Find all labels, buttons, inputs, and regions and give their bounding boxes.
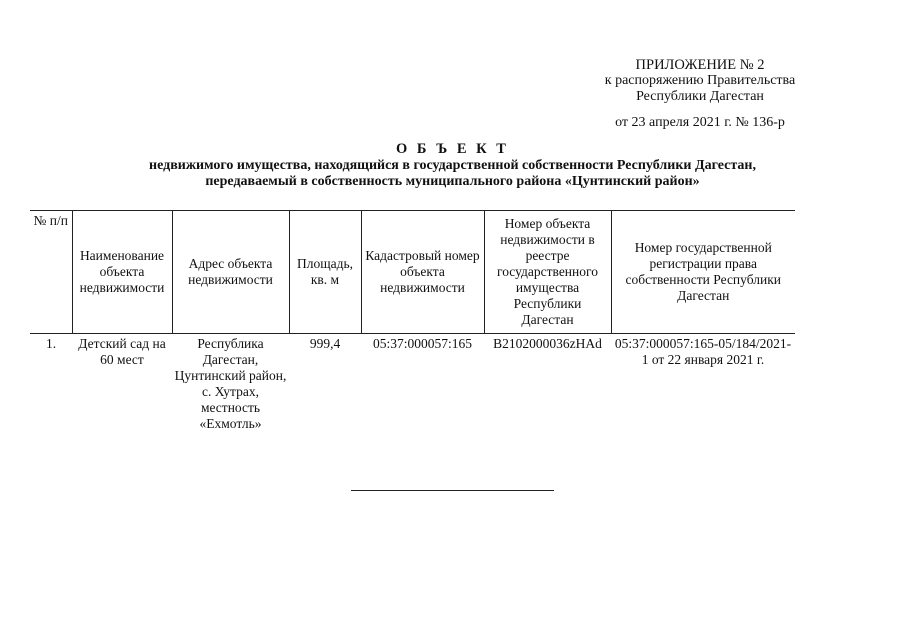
header-area: Площадь, кв. м — [289, 211, 361, 334]
appendix-line-1: к распоряжению Правительства — [604, 73, 796, 88]
appendix-title: ПРИЛОЖЕНИЕ № 2 — [635, 57, 765, 73]
table-row — [30, 334, 795, 435]
cell-area: 999,4 — [309, 336, 341, 351]
table-header-row — [30, 211, 795, 334]
cell-cadastral: 05:37:000057:165 — [372, 336, 472, 351]
header-registry: Номер объекта недвижимости в реестре государственного имущества Республики Дагестан — [484, 211, 611, 334]
property-table — [30, 210, 795, 434]
cell-registration: 05:37:000057:165-05/184/2021-1 от 22 января 2021 г. — [614, 336, 792, 367]
document-heading — [60, 141, 845, 190]
heading-main: О Б Ъ Е К Т — [396, 141, 509, 157]
appendix-block — [560, 57, 840, 131]
header-name: Наименование объекта недвижимости — [72, 211, 172, 334]
appendix-date: от 23 апреля 2021 г. № 136-р — [615, 115, 785, 130]
header-address: Адрес объекта недвижимости — [172, 211, 289, 334]
appendix-line-2: Республики Дагестан — [636, 89, 764, 104]
cell-name: Детский сад на 60 мест — [78, 336, 166, 367]
header-num: № п/п — [30, 211, 72, 334]
heading-line-2: передаваемый в собственность муниципального района «Цунтинский район» — [205, 174, 700, 189]
header-cadastral: Кадастровый номер объекта недвижимости — [361, 211, 484, 334]
cell-num: 1. — [45, 336, 57, 351]
header-registration: Номер государственной регистрации права собственности Республики Дагестан — [611, 211, 795, 334]
heading-line-1: недвижимого имущества, находящийся в государственной собственности Республики Дагестан, — [149, 158, 756, 173]
cell-registry: B2102000036zHAd — [493, 336, 602, 351]
cell-address: Республика Дагестан, Цунтинский район, с. Хутрах, местность «Ехмотль» — [174, 336, 287, 431]
closing-divider — [351, 490, 554, 491]
